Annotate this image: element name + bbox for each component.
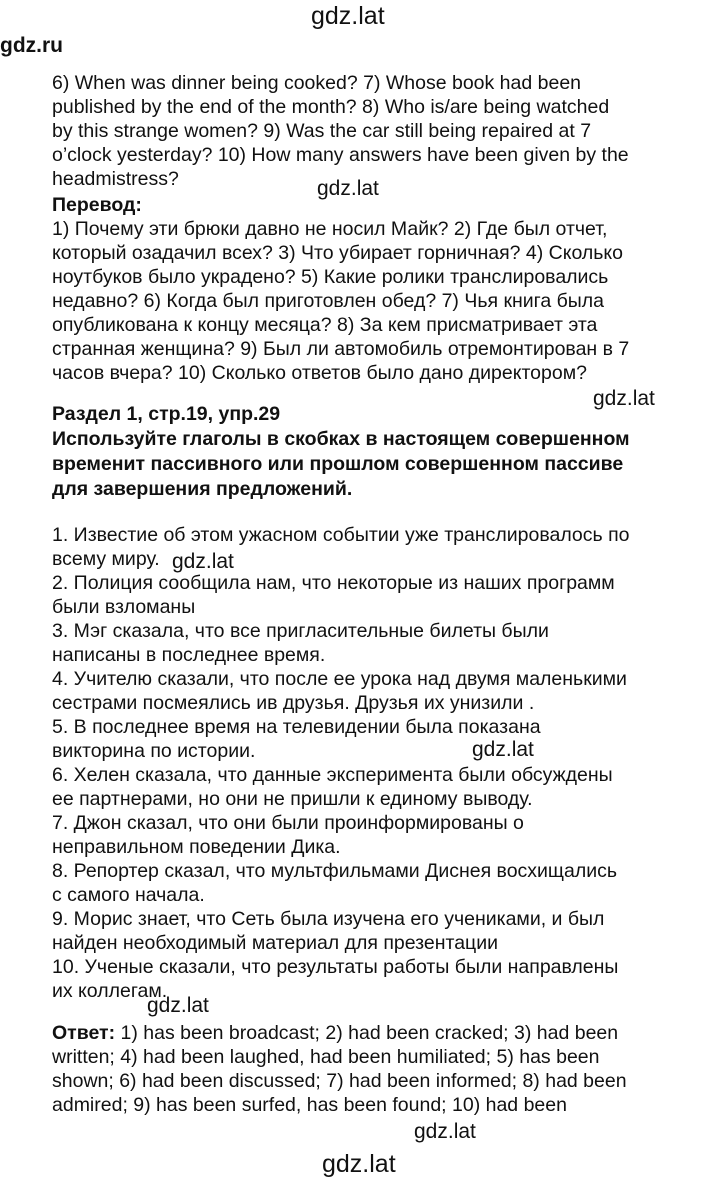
text-line: который озадачил всех? 3) Что убирает горничная? 4) Сколько xyxy=(52,242,624,264)
answer-line: shown; 6) had been discussed; 7) had been informed; 8) had been xyxy=(52,1070,627,1092)
watermark: gdz.lat xyxy=(147,994,209,1017)
task-line: для завершения предложений. xyxy=(52,478,353,500)
text-line: 6) When was dinner being cooked? 7) Whose book had been xyxy=(52,72,582,94)
text-line: опубликована к концу месяца? 8) За кем присматривает эта xyxy=(52,314,598,336)
watermark: gdz.lat xyxy=(172,550,234,573)
text-line: by this strange women? 9) Was the car still being repaired at 7 xyxy=(52,120,592,142)
translation-block xyxy=(52,193,672,385)
text-line: часов вчера? 10) Сколько ответов было дано директором? xyxy=(52,362,587,384)
sentence-line: найден необходимый материал для презентации xyxy=(52,932,499,954)
questions-block xyxy=(52,71,672,191)
watermark: gdz.lat xyxy=(472,738,534,761)
sentence-line: их коллегам. xyxy=(52,980,168,1002)
sentence-line: с самого начала. xyxy=(52,884,205,906)
section-block xyxy=(52,402,672,502)
watermark-bottom: gdz.lat xyxy=(322,1150,396,1178)
sentence-line: 1. Известие об этом ужасном событии уже транслировалось по xyxy=(52,524,630,546)
sentence-line: 3. Мэг сказала, что все пригласительные билеты были xyxy=(52,620,549,642)
sentence-line: неправильном поведении Дика. xyxy=(52,836,341,858)
watermark: gdz.lat xyxy=(414,1120,476,1143)
text-line: недавно? 6) Когда был приготовлен обед? 7) Чья книга была xyxy=(52,290,605,312)
answer-line: written; 4) had been laughed, had been humiliated; 5) has been xyxy=(52,1046,600,1068)
task-line: временит пассивного или прошлом совершенном пассиве xyxy=(52,453,624,475)
answer-first-line xyxy=(52,1021,672,1045)
sentence-line: были взломаны xyxy=(52,596,196,618)
watermark: gdz.lat xyxy=(593,387,655,410)
sentence-line: 5. В последнее время на телевидении была показана xyxy=(52,716,541,738)
text-line: странная женщина? 9) Был ли автомобиль отремонтирован в 7 xyxy=(52,338,630,360)
answer-block xyxy=(52,1021,672,1117)
text-line: ноутбуков было украдено? 5) Какие ролики транслировались xyxy=(52,266,609,288)
sentences-block xyxy=(52,523,672,1003)
sentence-line: 2. Полиция сообщила нам, что некоторые из наших программ xyxy=(52,572,615,594)
answer-text: 1) has been broadcast; 2) had been cracked; 3) had been xyxy=(115,1022,619,1044)
text-line: 1) Почему эти брюки давно не носил Майк? 2) Где был отчет, xyxy=(52,218,608,240)
answer-label: Ответ: xyxy=(52,1022,116,1044)
watermark: gdz.lat xyxy=(317,177,379,200)
text-line: published by the end of the month? 8) Who is/are being watched xyxy=(52,96,610,118)
section-title: Раздел 1, стр.19, упр.29 xyxy=(52,403,281,425)
sentence-line: сестрами посмеялись ив друзья. Друзья их унизили . xyxy=(52,692,535,714)
translation-heading: Перевод: xyxy=(52,194,142,216)
sentence-line: 7. Джон сказал, что они были проинформированы о xyxy=(52,812,524,834)
task-line: Используйте глаголы в скобках в настоящем совершенном xyxy=(52,428,630,450)
sentence-line: 8. Репортер сказал, что мультфильмами Диснея восхищались xyxy=(52,860,618,882)
watermark-top: gdz.lat xyxy=(311,2,385,30)
sentence-line: викторина по истории. xyxy=(52,740,256,762)
sentence-line: всему миру. xyxy=(52,548,160,570)
sentence-line: 4. Учителю сказали, что после ее урока над двумя маленькими xyxy=(52,668,627,690)
sentence-line: 10. Ученые сказали, что результаты работы были направлены xyxy=(52,956,619,978)
watermark-site-ru: gdz.ru xyxy=(0,34,63,57)
sentence-line: 9. Морис знает, что Сеть была изучена его учениками, и был xyxy=(52,908,605,930)
sentence-line: ее партнерами, но они не пришли к единому выводу. xyxy=(52,788,533,810)
answer-line: admired; 9) has been surfed, has been found; 10) had been xyxy=(52,1094,567,1116)
sentence-line: написаны в последнее время. xyxy=(52,644,326,666)
text-line: o’clock yesterday? 10) How many answers have been given by the xyxy=(52,144,629,166)
sentence-line: 6. Хелен сказала, что данные эксперимента были обсуждены xyxy=(52,764,613,786)
text-line: headmistress? xyxy=(52,168,179,190)
